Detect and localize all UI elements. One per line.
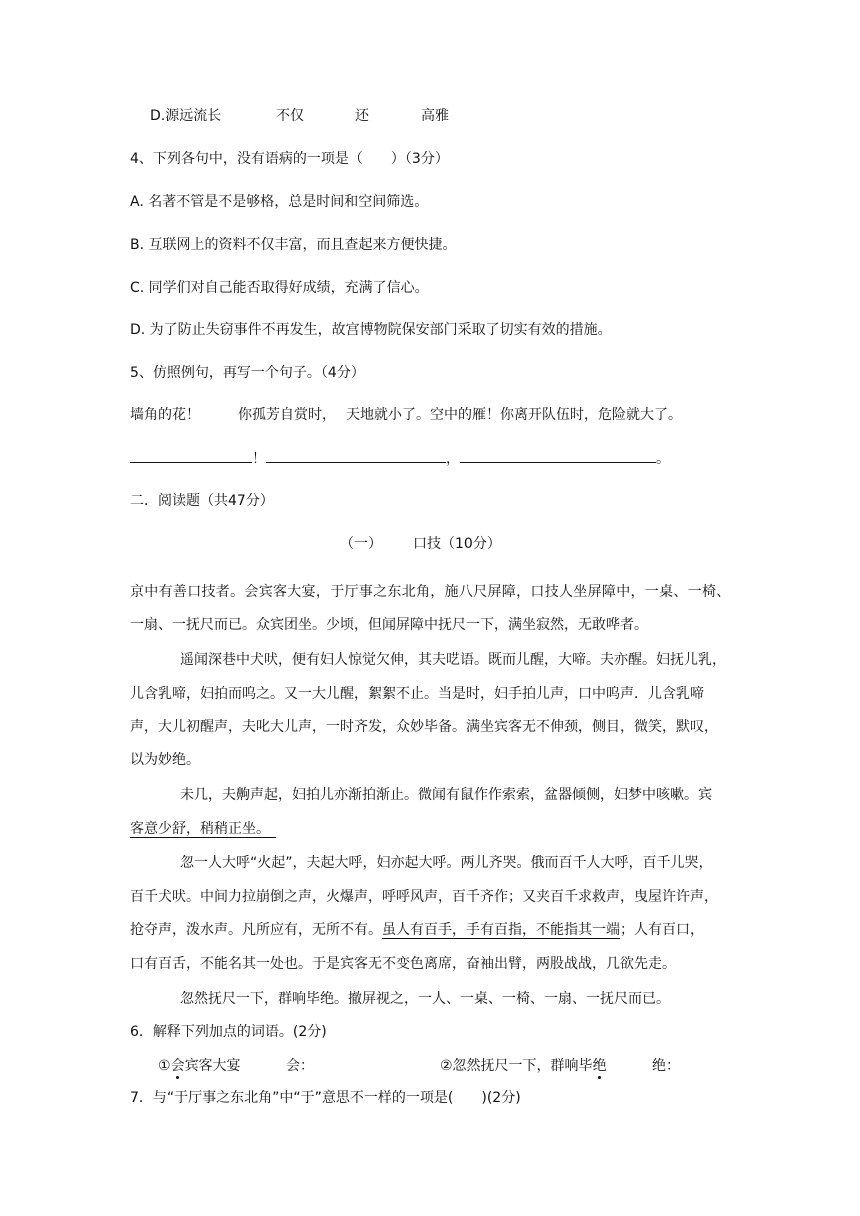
para-4-line-2: 百千犬吠。中间力拉崩倒之声，火爆声，呼呼风声，百千齐作；又夹百千求救声，曳屋许许声，: [130, 889, 718, 905]
question-4-stem: 4、下列各句中，没有语病的一项是（ ）（3分）: [130, 151, 449, 167]
option-d-word-3: 还: [355, 108, 369, 124]
para-5-line-1: 忽然抚尺一下，群响毕绝。撤屏视之，一人、一桌、一椅、一扇、一抚尺而已。: [180, 991, 670, 1007]
question-5-stem: 5、仿照例句，再写一个句子。（4分）: [130, 365, 365, 381]
question-4-option-c: C. 同学们对自己能否取得好成绩，充满了信心。: [130, 280, 429, 296]
para-4-line-3-end: ；人有百口，: [620, 922, 704, 938]
answer-blank-2[interactable]: [266, 448, 446, 463]
para-2-line-4: 以为妙绝。: [130, 752, 200, 768]
underlined-sentence-2: 虽人有百手，手有百指，不能指其一端: [382, 922, 620, 938]
question-6-item-1: [158, 1056, 241, 1076]
question-7-stem: 7．与“于厅事之东北角”中“于”意思不一样的一项是( )(2分): [130, 1090, 521, 1106]
item-1-number: ①: [158, 1058, 171, 1074]
option-d-label: D.源远流长: [150, 108, 222, 124]
question-6-stem: 6．解释下列加点的词语。(2分): [130, 1024, 327, 1040]
para-3-line-1: 未几，夫齁声起，妇拍儿亦渐拍渐止。微闻有鼠作作索索，盆器倾侧，妇梦中咳嗽。宾: [180, 787, 712, 803]
passage-name: 口技（10分）: [413, 536, 501, 552]
answer-end: 。: [656, 451, 670, 467]
question-4-option-a: A. 名著不管是不是够格，总是时间和空间筛选。: [130, 194, 429, 210]
para-4-line-4: 口有百舌，不能名其一处也。于是宾客无不变色离席，奋袖出臂，两股战战，几欲先走。: [130, 956, 676, 972]
option-d-word-2: 不仅: [276, 108, 304, 124]
item-1-text: 宾客大宴: [184, 1058, 241, 1074]
dotted-word-jue: 绝: [592, 1058, 607, 1074]
option-d-word-4: 高雅: [421, 108, 449, 124]
example-part-a: 墙角的花！: [130, 407, 200, 423]
answer-sep-1: ！: [252, 451, 266, 467]
answer-blank-1[interactable]: [130, 448, 252, 463]
example-part-b: 你孤芳自赏时，: [238, 407, 336, 423]
underlined-sentence-1: 客意少舒，稍稍正坐。: [130, 821, 276, 838]
answer-sep-2: ，: [446, 451, 460, 467]
para-4-line-3-start: 抢夺声，泼水声。凡所应有，无所不有。: [130, 922, 382, 938]
para-2-line-1: 遥闻深巷中犬吠，便有妇人惊觉欠伸，其夫呓语。既而儿醒，大啼。夫亦醒。妇抚儿乳，: [180, 652, 726, 668]
question-4-option-b: B. 互联网上的资料不仅丰富，而且查起来方便快捷。: [130, 237, 457, 253]
para-3-line-2: [130, 819, 276, 839]
answer-blank-3[interactable]: [460, 448, 656, 463]
example-part-c: 天地就小了。空中的雁！你离开队伍时，危险就大了。: [346, 407, 682, 423]
para-1-line-2: 一扇、一抚尺而已。众宾团坐。少顷，但闻屏障中抚尺一下，满坐寂然，无敢哗者。: [130, 617, 648, 633]
para-2-line-3: 声，大儿初醒声，夫叱大儿声，一时齐发，众妙毕备。满坐宾客无不伸颈，侧目，微笑，默叹，: [130, 719, 718, 735]
para-4-line-3: [130, 920, 704, 940]
item-2-answer-label[interactable]: 绝：: [652, 1058, 680, 1074]
para-1-line-1: 京中有善口技者。会宾客大宴，于厅事之东北角，施八尺屏障，口技人坐屏障中，一桌、一椅、: [130, 584, 731, 600]
para-2-line-2: 儿含乳啼，妇拍而呜之。又一大儿醒，絮絮不止。当是时，妇手拍儿声，口中呜声．儿含乳啼: [130, 686, 704, 702]
question-4-option-d: D. 为了防止失窃事件不再发生，故宫博物院保安部门采取了切实有效的措施。: [130, 322, 612, 338]
para-4-line-1: 忽一人大呼“火起”，夫起大呼，妇亦起大呼。两儿齐哭。俄而百千人大呼，百千儿哭，: [180, 855, 713, 871]
question-6-item-2: [440, 1056, 607, 1076]
answer-line[interactable]: [130, 448, 670, 469]
item-1-answer-label[interactable]: 会：: [286, 1058, 314, 1074]
section-2-heading: 二．阅读题（共47分）: [130, 493, 274, 509]
item-2-text: ②忽然抚尺一下，群响毕: [440, 1058, 593, 1074]
passage-number: （一）: [340, 536, 382, 552]
dotted-word-hui: 会: [170, 1058, 185, 1074]
